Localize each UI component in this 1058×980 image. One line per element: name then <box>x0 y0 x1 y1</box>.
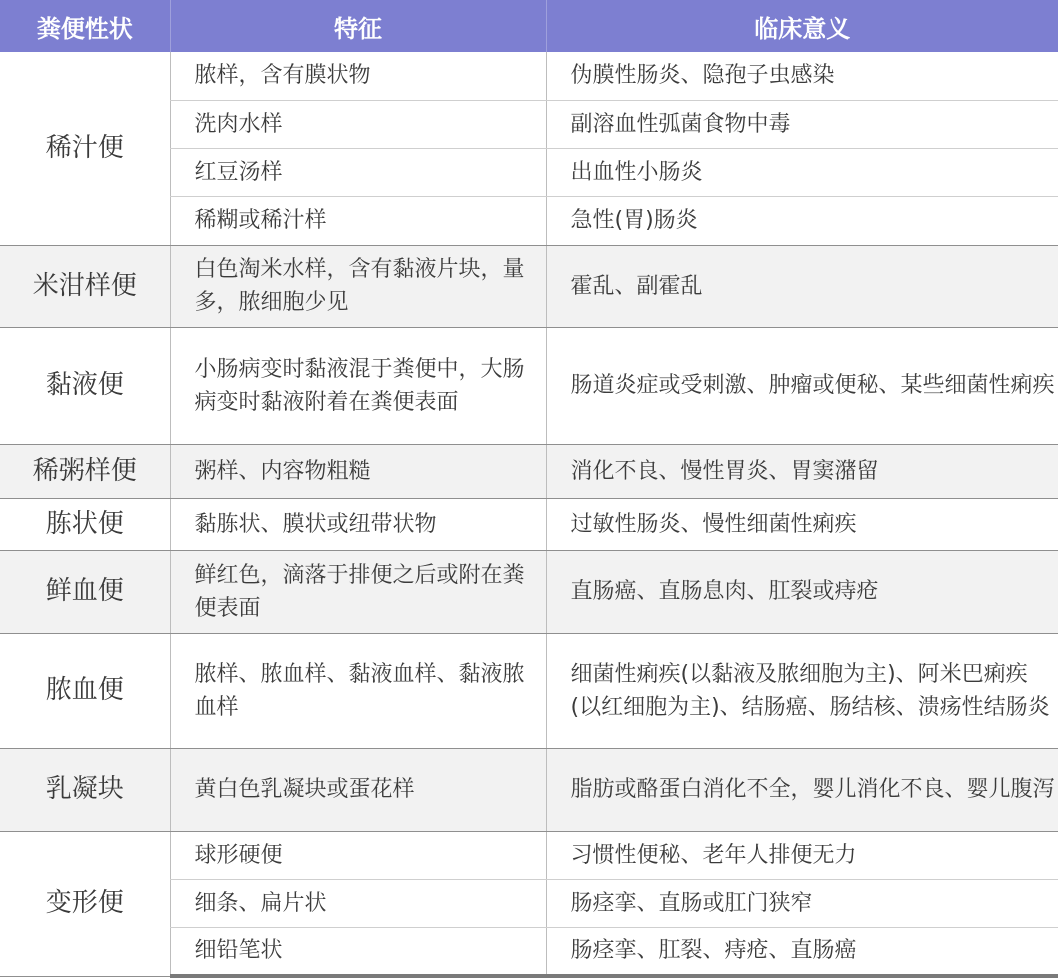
feature-cell: 细铅笔状 <box>170 927 546 976</box>
table-row <box>0 245 1058 327</box>
meaning-cell: 脂肪或酪蛋白消化不全，婴儿消化不良、婴儿腹泻 <box>546 748 1058 831</box>
meaning-cell: 霍乱、副霍乱 <box>546 245 1058 327</box>
table-row <box>0 831 1058 879</box>
group-name: 胨状便 <box>0 498 170 550</box>
feature-cell: 脓样，含有膜状物 <box>170 52 546 100</box>
meaning-cell: 消化不良、慢性胃炎、胃窦潴留 <box>546 444 1058 498</box>
feature-cell: 球形硬便 <box>170 831 546 879</box>
meaning-cell: 副溶血性弧菌食物中毒 <box>546 100 1058 148</box>
group-name: 米泔样便 <box>0 245 170 327</box>
feature-cell: 洗肉水样 <box>170 100 546 148</box>
meaning-cell: 肠道炎症或受刺激、肿瘤或便秘、某些细菌性痢疾 <box>546 327 1058 444</box>
meaning-cell: 肠痉挛、肛裂、痔疮、直肠癌 <box>546 927 1058 976</box>
group-name: 脓血便 <box>0 633 170 748</box>
feature-cell: 细条、扁片状 <box>170 879 546 927</box>
group-name: 稀汁便 <box>0 52 170 245</box>
group-name: 乳凝块 <box>0 748 170 831</box>
table-row <box>0 498 1058 550</box>
feature-cell: 白色淘米水样，含有黏液片块，量多，脓细胞少见 <box>170 245 546 327</box>
group-name: 黏液便 <box>0 327 170 444</box>
table-row <box>0 327 1058 444</box>
group-name: 鲜血便 <box>0 550 170 633</box>
group-name: 稀粥样便 <box>0 444 170 498</box>
table-header <box>0 0 1058 52</box>
feature-cell: 黄白色乳凝块或蛋花样 <box>170 748 546 831</box>
feature-cell: 红豆汤样 <box>170 148 546 196</box>
table-row <box>0 633 1058 748</box>
header-features: 特征 <box>170 0 546 52</box>
header-row <box>0 0 1058 52</box>
feature-cell: 脓样、脓血样、黏液血样、黏液脓血样 <box>170 633 546 748</box>
meaning-cell: 肠痉挛、直肠或肛门狭窄 <box>546 879 1058 927</box>
meaning-cell: 习惯性便秘、老年人排便无力 <box>546 831 1058 879</box>
feature-cell: 稀糊或稀汁样 <box>170 196 546 245</box>
meaning-cell: 细菌性痢疾(以黏液及脓细胞为主)、阿米巴痢疾(以红细胞为主)、结肠癌、肠结核、溃疡性结肠炎 <box>546 633 1058 748</box>
table-row <box>0 748 1058 831</box>
feature-cell: 粥样、内容物粗糙 <box>170 444 546 498</box>
group-name: 变形便 <box>0 831 170 976</box>
feature-cell: 小肠病变时黏液混于粪便中，大肠病变时黏液附着在粪便表面 <box>170 327 546 444</box>
table-row <box>0 550 1058 633</box>
meaning-cell: 直肠癌、直肠息肉、肛裂或痔疮 <box>546 550 1058 633</box>
meaning-cell: 伪膜性肠炎、隐孢子虫感染 <box>546 52 1058 100</box>
table-row <box>0 444 1058 498</box>
header-stool-shape: 粪便性状 <box>0 0 170 52</box>
table-body <box>0 52 1058 976</box>
meaning-cell: 过敏性肠炎、慢性细菌性痢疾 <box>546 498 1058 550</box>
meaning-cell: 急性(胃)肠炎 <box>546 196 1058 245</box>
table-row <box>0 52 1058 100</box>
header-clinical-significance: 临床意义 <box>546 0 1058 52</box>
meaning-cell: 出血性小肠炎 <box>546 148 1058 196</box>
feature-cell: 鲜红色，滴落于排便之后或附在粪便表面 <box>170 550 546 633</box>
feature-cell: 黏胨状、膜状或纽带状物 <box>170 498 546 550</box>
